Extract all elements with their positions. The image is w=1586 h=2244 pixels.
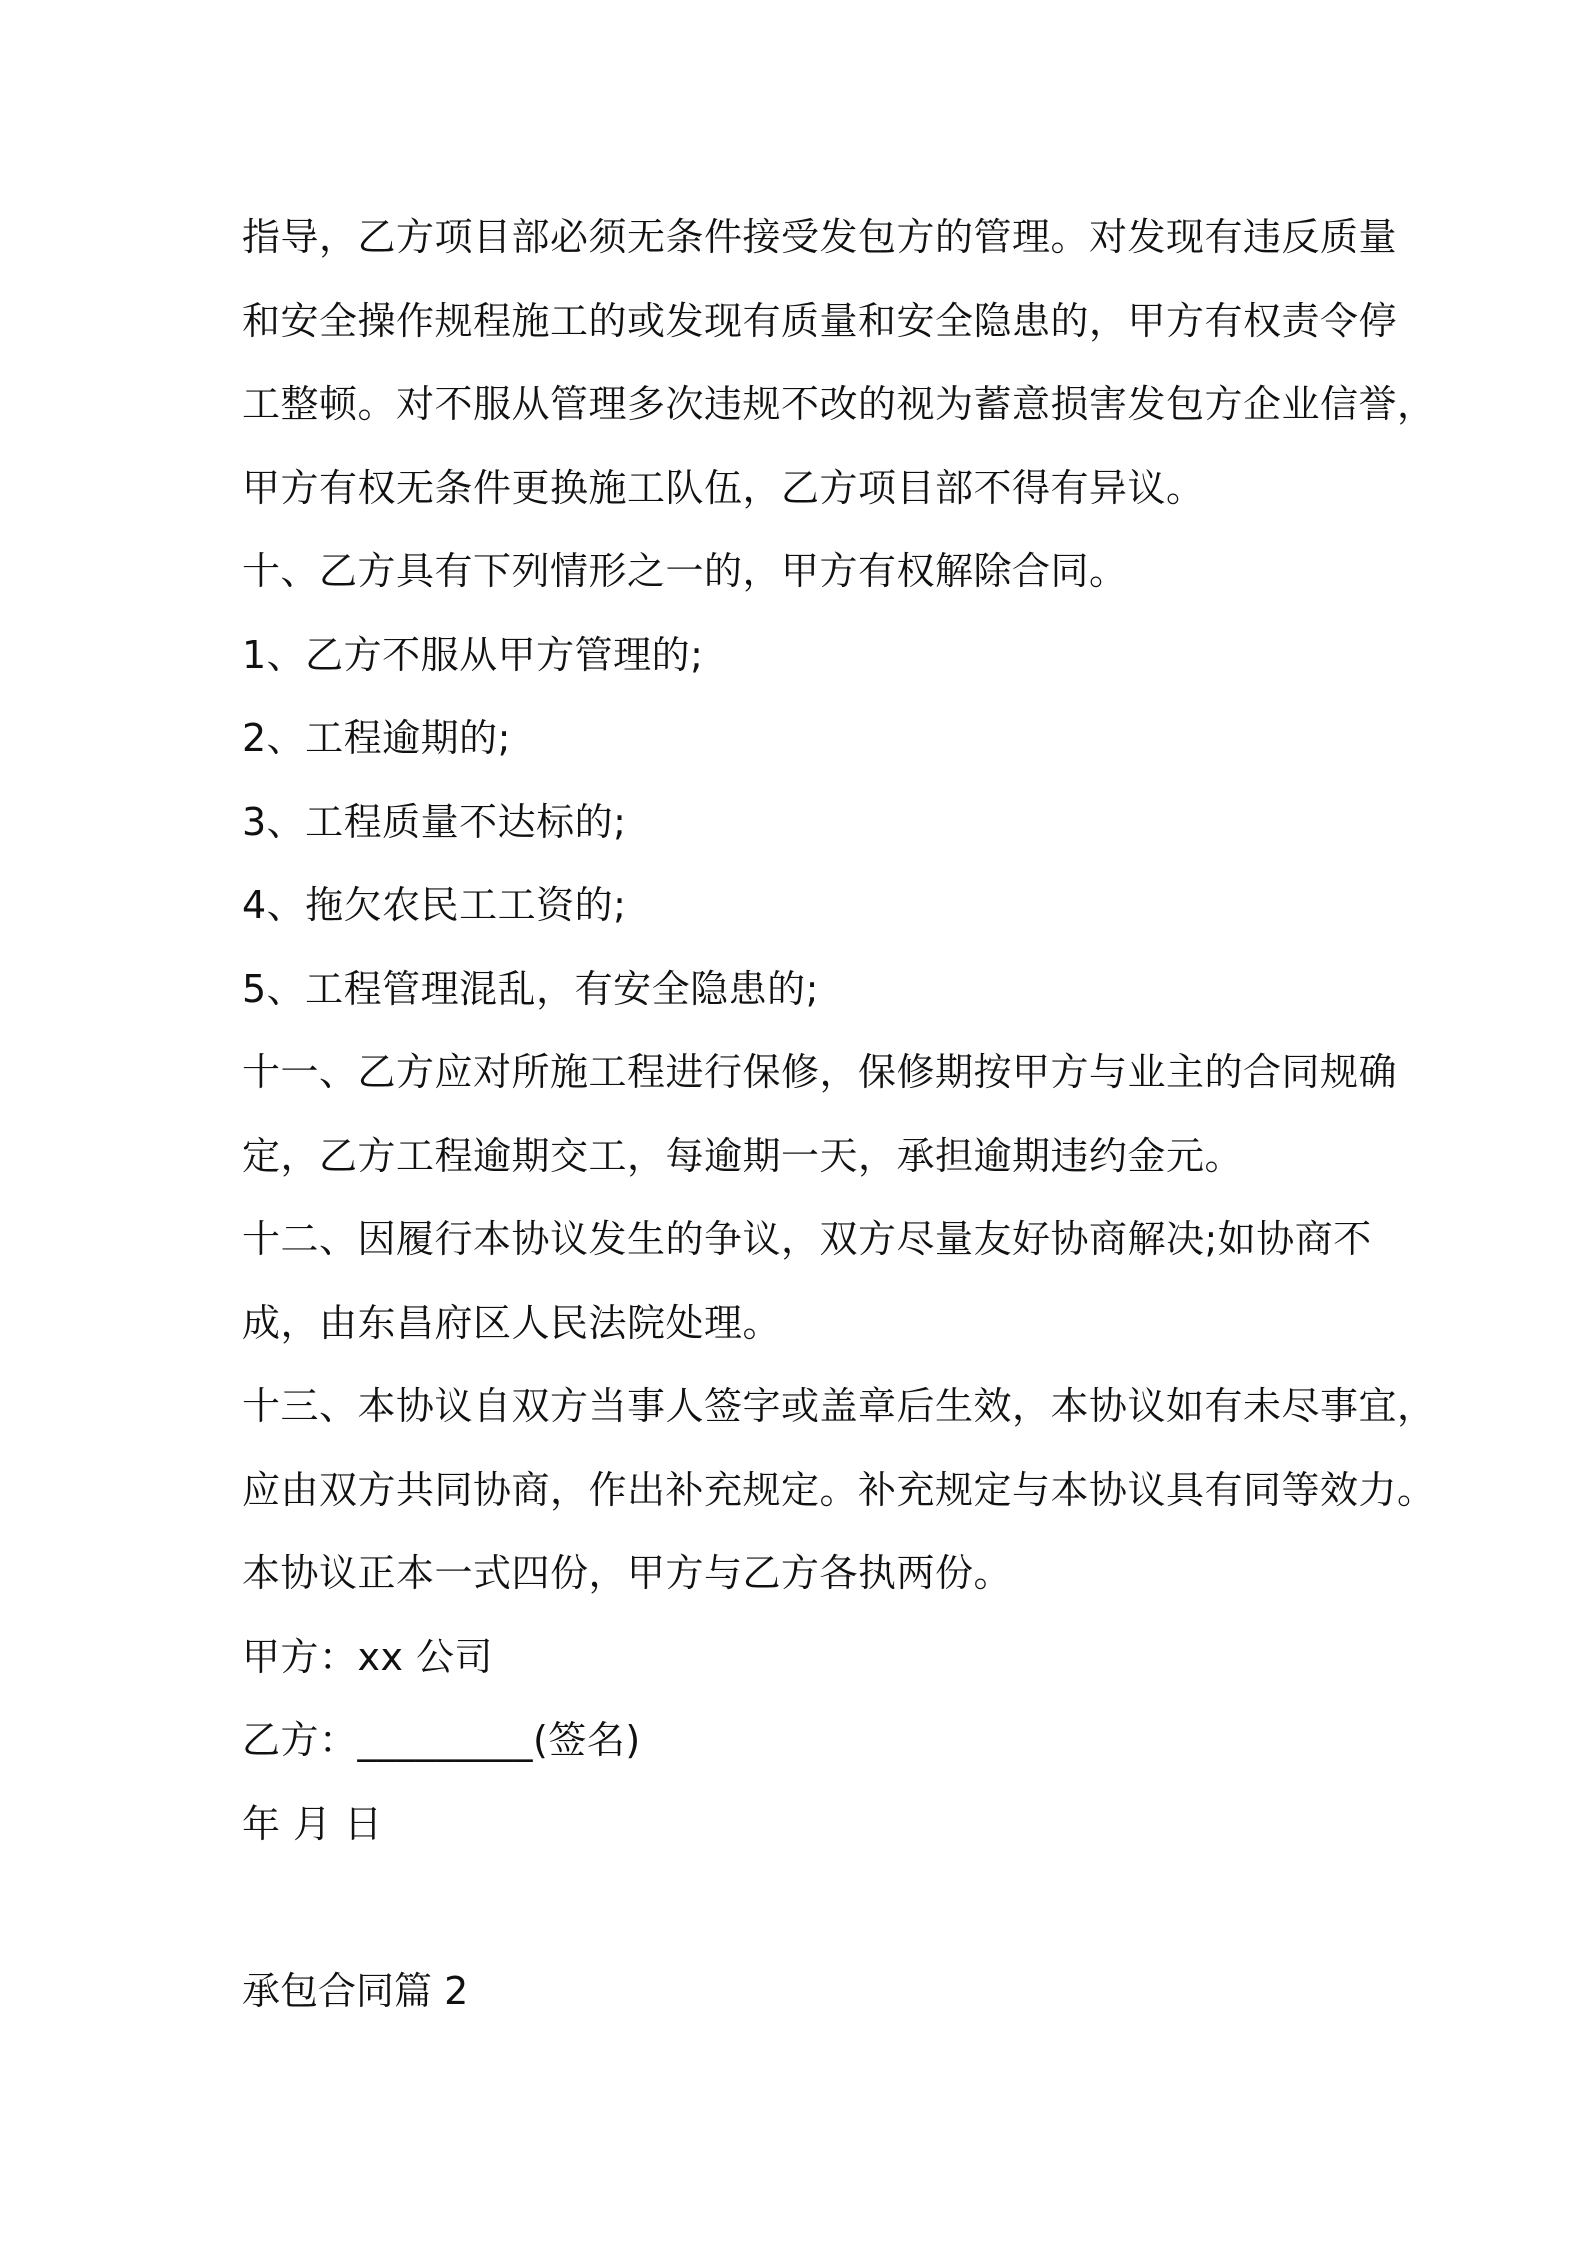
paragraph-line: 成，由东昌府区人民法院处理。: [242, 1300, 782, 1345]
clause-eleven: 十一、乙方应对所施工程进行保修，保修期按甲方与业主的合同规确: [242, 1050, 1398, 1094]
date-line: 年 月 日: [242, 1801, 383, 1846]
paragraph-line: 甲方有权无条件更换施工队伍，乙方项目部不得有异议。: [242, 465, 1205, 510]
clause-ten: 十、乙方具有下列情形之一的，甲方有权解除合同。: [242, 549, 1128, 593]
paragraph-line: 定，乙方工程逾期交工，每逾期一天，承担逾期违约金元。: [242, 1133, 1244, 1178]
paragraph-line: 本协议正本一式四份，甲方与乙方各执两份。: [242, 1551, 1013, 1595]
list-item: 1、乙方不服从甲方管理的;: [242, 632, 704, 677]
paragraph-line: 应由双方共同协商，作出补充规定。补充规定与本协议具有同等效力。: [242, 1467, 1436, 1512]
party-b-signature-line: 乙方：_________(签名): [242, 1718, 641, 1762]
document-body: [242, 196, 1436, 2033]
list-item: 5、工程管理混乱，有安全隐患的;: [242, 966, 819, 1011]
section-heading: 承包合同篇 2: [242, 1968, 469, 2013]
paragraph-line: 工整顿。对不服从管理多次违规不改的视为蓄意损害发包方企业信誉，: [242, 382, 1436, 426]
list-item: 3、工程质量不达标的;: [242, 799, 627, 844]
blank-spacer: [242, 1866, 1382, 1950]
clause-thirteen: 十三、本协议自双方当事人签字或盖章后生效，本协议如有未尽事宜，: [242, 1384, 1436, 1428]
list-item: 4、拖欠农民工工资的;: [242, 883, 627, 927]
party-a-line: 甲方：xx 公司: [242, 1634, 494, 1679]
paragraph-line: 指导，乙方项目部必须无条件接受发包方的管理。对发现有违反质量: [242, 215, 1398, 259]
clause-twelve: 十二、因履行本协议发生的争议，双方尽量友好协商解决;如协商不: [242, 1217, 1372, 1261]
paragraph-line: 和安全操作规程施工的或发现有质量和安全隐患的，甲方有权责令停: [242, 298, 1398, 343]
list-item: 2、工程逾期的;: [242, 716, 511, 760]
